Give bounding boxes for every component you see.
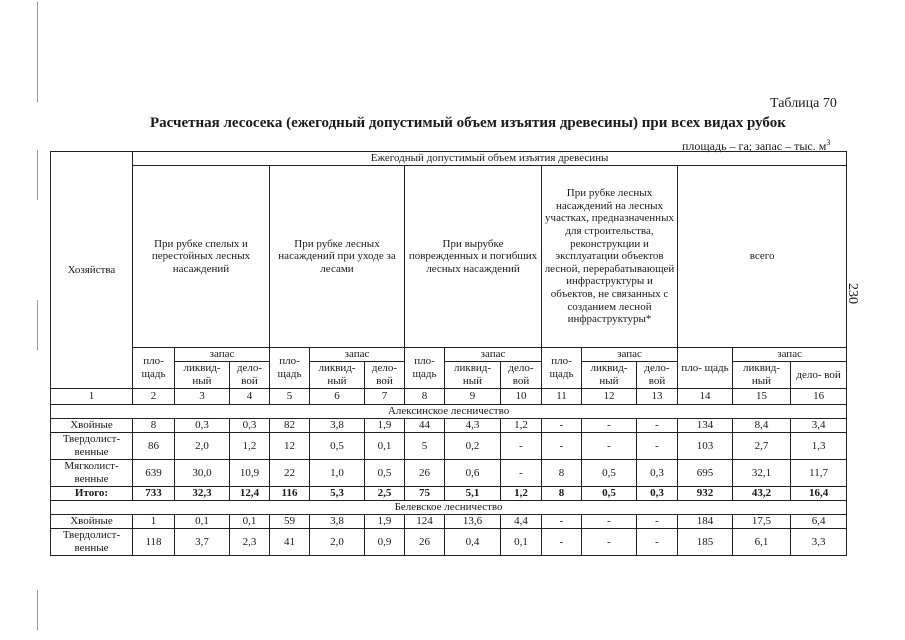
header-business: дело- вой [791, 362, 847, 389]
header-liquid: ликвид- ный [582, 362, 637, 389]
table-cell: 932 [678, 487, 733, 501]
table-cell: 1,3 [791, 433, 847, 460]
row-label: Итого: [51, 487, 133, 501]
table-cell: 3,7 [175, 529, 230, 556]
table-cell: - [542, 433, 582, 460]
column-number: 14 [678, 389, 733, 405]
column-number: 11 [542, 389, 582, 405]
table-cell: - [582, 419, 637, 433]
header-stock: запас [175, 348, 270, 362]
table-cell: 4,4 [501, 515, 542, 529]
table-cell: 0,1 [365, 433, 405, 460]
table-cell: 43,2 [733, 487, 791, 501]
column-number: 15 [733, 389, 791, 405]
header-business: дело- вой [230, 362, 270, 389]
column-number: 5 [270, 389, 310, 405]
table-cell: 8 [133, 419, 175, 433]
table-cell: 26 [405, 529, 445, 556]
table-cell: 86 [133, 433, 175, 460]
table-cell: 26 [405, 460, 445, 487]
table-row [51, 419, 847, 433]
table-cell: 17,5 [733, 515, 791, 529]
table-cell: 0,1 [175, 515, 230, 529]
table-cell: 1 [133, 515, 175, 529]
table-cell: 0,5 [310, 433, 365, 460]
table-cell: 44 [405, 419, 445, 433]
table-cell: 184 [678, 515, 733, 529]
table-cell: - [582, 529, 637, 556]
table-cell: 1,9 [365, 419, 405, 433]
table-cell: - [582, 515, 637, 529]
column-number: 9 [445, 389, 501, 405]
row-label: Твердолист- венные [51, 529, 133, 556]
column-number: 7 [365, 389, 405, 405]
table-cell: 75 [405, 487, 445, 501]
header-group-damaged: При вырубке поврежденных и погибших лесных насаждений [405, 166, 542, 348]
scan-edge-line [37, 300, 38, 350]
header-business: дело- вой [365, 362, 405, 389]
table-cell: 0,4 [445, 529, 501, 556]
table-cell: 1,2 [230, 433, 270, 460]
table-cell: 3,3 [791, 529, 847, 556]
felling-volume-table [50, 151, 847, 556]
table-cell: 1,9 [365, 515, 405, 529]
table-cell: 5,3 [310, 487, 365, 501]
table-cell: 0,6 [445, 460, 501, 487]
table-cell: 2,7 [733, 433, 791, 460]
table-cell: 0,9 [365, 529, 405, 556]
table-row [51, 487, 847, 501]
table-cell: 3,8 [310, 419, 365, 433]
header-business: дело- вой [501, 362, 542, 389]
table-cell: 695 [678, 460, 733, 487]
column-number: 3 [175, 389, 230, 405]
table-cell: 8 [542, 460, 582, 487]
header-liquid: ликвид- ный [175, 362, 230, 389]
table-cell: 10,9 [230, 460, 270, 487]
table-cell: 2,5 [365, 487, 405, 501]
table-cell: - [637, 419, 678, 433]
header-area: пло- щадь [542, 348, 582, 389]
table-cell: - [542, 529, 582, 556]
table-cell: 5 [405, 433, 445, 460]
table-cell: 118 [133, 529, 175, 556]
column-number: 6 [310, 389, 365, 405]
row-label: Твердолист- венные [51, 433, 133, 460]
section-row [51, 501, 847, 515]
section-title: Белевское лесничество [51, 501, 847, 515]
units-text: площадь – га; запас – тыс. м [682, 139, 827, 153]
header-stock: запас [310, 348, 405, 362]
table-cell: 116 [270, 487, 310, 501]
table-cell: - [637, 515, 678, 529]
table-cell: 0,3 [637, 460, 678, 487]
header-stock: запас [445, 348, 542, 362]
table-row [51, 515, 847, 529]
table-cell: 59 [270, 515, 310, 529]
table-cell: 82 [270, 419, 310, 433]
table-cell: 8,4 [733, 419, 791, 433]
table-number: Таблица 70 [770, 96, 837, 111]
column-number: 8 [405, 389, 445, 405]
header-liquid: ликвид- ный [733, 362, 791, 389]
table-cell: 6,1 [733, 529, 791, 556]
table-cell: - [501, 460, 542, 487]
table-cell: 103 [678, 433, 733, 460]
page-number: 230 [845, 283, 860, 304]
table-cell: - [582, 433, 637, 460]
header-area: пло- щадь [270, 348, 310, 389]
header-liquid: ликвид- ный [445, 362, 501, 389]
table-cell: 2,0 [175, 433, 230, 460]
table-cell: 8 [542, 487, 582, 501]
table-cell: 4,3 [445, 419, 501, 433]
table-cell: 0,3 [230, 419, 270, 433]
column-number: 13 [637, 389, 678, 405]
section-row [51, 405, 847, 419]
header-group-mature: При рубке спелых и перестойных лесных насаждений [133, 166, 270, 348]
header-group-construction: При рубке лесных насаждений на лесных участках, предназначенных для строительства, реконструкции и эксплуатации объектов лесной, перерабатывающей инфраструктуры и объектов, не связанных с созданием лесной инфраструктуры* [542, 166, 678, 348]
column-number: 12 [582, 389, 637, 405]
table-cell: 0,5 [582, 487, 637, 501]
table-cell: 11,7 [791, 460, 847, 487]
scan-edge-line [37, 590, 38, 630]
table-row [51, 460, 847, 487]
table-title: Расчетная лесосека (ежегодный допустимый объем изъятия древесины) при всех видах рубок [150, 115, 786, 131]
units-superscript: 3 [826, 138, 831, 147]
table-row [51, 433, 847, 460]
table-cell: 185 [678, 529, 733, 556]
table-cell: 0,3 [175, 419, 230, 433]
table-cell: 0,3 [637, 487, 678, 501]
table-cell: 124 [405, 515, 445, 529]
scan-edge-line [37, 150, 38, 200]
header-annual-volume: Ежегодный допустимый объем изъятия древесины [133, 152, 847, 166]
header-farms: Хозяйства [51, 152, 133, 389]
table-cell: 32,1 [733, 460, 791, 487]
column-number: 2 [133, 389, 175, 405]
column-number: 4 [230, 389, 270, 405]
table-cell: 30,0 [175, 460, 230, 487]
table-cell: 2,0 [310, 529, 365, 556]
table-cell: 3,4 [791, 419, 847, 433]
column-number: 16 [791, 389, 847, 405]
table-cell: 639 [133, 460, 175, 487]
table-cell: 12 [270, 433, 310, 460]
table-cell: 0,5 [365, 460, 405, 487]
column-number: 1 [51, 389, 133, 405]
table-cell: 0,1 [230, 515, 270, 529]
table-cell: - [542, 515, 582, 529]
table-cell: 1,2 [501, 419, 542, 433]
header-area: пло- щадь [133, 348, 175, 389]
table-cell: 5,1 [445, 487, 501, 501]
header-liquid: ликвид- ный [310, 362, 365, 389]
table-cell: 41 [270, 529, 310, 556]
table-cell: - [542, 419, 582, 433]
header-area: пло- щадь [678, 348, 733, 389]
header-stock: запас [582, 348, 678, 362]
scan-edge-line [37, 2, 38, 102]
column-number: 10 [501, 389, 542, 405]
table-cell: 1,2 [501, 487, 542, 501]
table-cell: 0,1 [501, 529, 542, 556]
row-label: Хвойные [51, 419, 133, 433]
table-cell: - [637, 433, 678, 460]
header-business: дело- вой [637, 362, 678, 389]
header-group-total: всего [678, 166, 847, 348]
table-cell: 0,2 [445, 433, 501, 460]
table-cell: 16,4 [791, 487, 847, 501]
table-cell: 134 [678, 419, 733, 433]
table-cell: 0,5 [582, 460, 637, 487]
header-stock: запас [733, 348, 847, 362]
table-row [51, 529, 847, 556]
table-cell: 6,4 [791, 515, 847, 529]
table-cell: 32,3 [175, 487, 230, 501]
header-group-care: При рубке лесных насаждений при уходе за лесами [270, 166, 405, 348]
table-cell: - [501, 433, 542, 460]
table-cell: 1,0 [310, 460, 365, 487]
table-cell: 12,4 [230, 487, 270, 501]
section-title: Алексинское лесничество [51, 405, 847, 419]
table-cell: 22 [270, 460, 310, 487]
table-cell: 2,3 [230, 529, 270, 556]
table-cell: 733 [133, 487, 175, 501]
row-label: Хвойные [51, 515, 133, 529]
table-cell: 3,8 [310, 515, 365, 529]
table-cell: 13,6 [445, 515, 501, 529]
header-area: пло- щадь [405, 348, 445, 389]
table-cell: - [637, 529, 678, 556]
row-label: Мягколист- венные [51, 460, 133, 487]
